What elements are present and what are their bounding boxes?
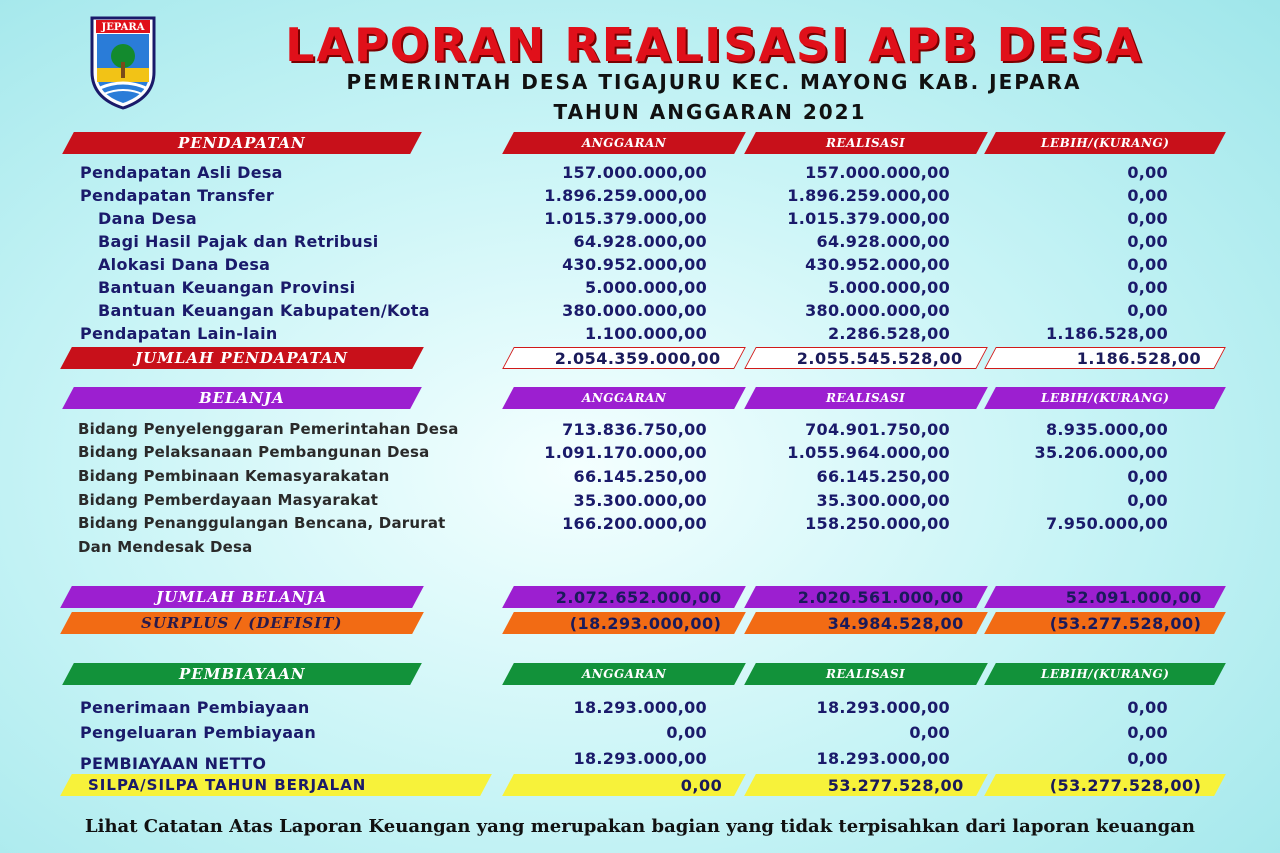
pendapatan-row-label: Alokasi Dana Desa xyxy=(98,255,271,274)
report-title: LAPORAN REALISASI APB DESA xyxy=(285,18,1143,72)
pembiayaan-netto-realisasi: 18.293.000,00 xyxy=(816,749,950,768)
pendapatan-row-anggaran: 1.100.000,00 xyxy=(584,324,707,343)
col-lebih-header: LEBIH/(KURANG) xyxy=(984,387,1226,409)
pendapatan-row-realisasi: 64.928.000,00 xyxy=(816,232,950,251)
belanja-row-realisasi: 35.300.000,00 xyxy=(816,491,950,510)
pendapatan-row-label: Bantuan Keuangan Kabupaten/Kota xyxy=(98,301,430,320)
pendapatan-row-label: Pendapatan Asli Desa xyxy=(80,163,283,182)
belanja-row-label-continued: Dan Mendesak Desa xyxy=(78,538,253,556)
jumlah-belanja-realisasi: 2.020.561.000,00 xyxy=(744,586,988,608)
jumlah-pendapatan-anggaran: 2.054.359.000,00 xyxy=(502,347,746,369)
pendapatan-row-label: Bantuan Keuangan Provinsi xyxy=(98,278,356,297)
pembiayaan-netto-lebih: 0,00 xyxy=(1127,749,1168,768)
col-anggaran-header: ANGGARAN xyxy=(502,663,746,685)
jumlah-belanja-label: JUMLAH BELANJA xyxy=(60,586,424,608)
footer-note: Lihat Catatan Atas Laporan Keuangan yang merupakan bagian yang tidak terpisahkan dari laporan keuangan xyxy=(84,816,1196,837)
pendapatan-row-realisasi: 380.000.000,00 xyxy=(805,301,950,320)
pendapatan-row-anggaran: 64.928.000,00 xyxy=(573,232,707,251)
pembiayaan-netto-anggaran: 18.293.000,00 xyxy=(573,749,707,768)
silpa-label: SILPA/SILPA TAHUN BERJALAN xyxy=(60,774,492,796)
col-realisasi-header: REALISASI xyxy=(744,132,988,154)
pembiayaan-row-label: Pengeluaran Pembiayaan xyxy=(80,723,317,742)
belanja-row-anggaran: 1.091.170.000,00 xyxy=(544,443,707,462)
pendapatan-row-label: Pendapatan Lain-lain xyxy=(80,324,278,343)
jumlah-pendapatan-label: JUMLAH PENDAPATAN xyxy=(60,347,424,369)
pembiayaan-row-lebih: 0,00 xyxy=(1127,723,1168,742)
belanja-row-anggaran: 66.145.250,00 xyxy=(573,467,707,486)
belanja-row-label: Bidang Pemberdayaan Masyarakat xyxy=(78,491,379,509)
pendapatan-row-lebih: 0,00 xyxy=(1127,186,1168,205)
pembiayaan-row-anggaran: 0,00 xyxy=(666,723,707,742)
belanja-row-lebih: 0,00 xyxy=(1127,491,1168,510)
pendapatan-row-anggaran: 157.000.000,00 xyxy=(562,163,707,182)
surplus-defisit-realisasi: 34.984.528,00 xyxy=(744,612,988,634)
belanja-row-realisasi: 704.901.750,00 xyxy=(805,420,950,439)
surplus-defisit-anggaran: (18.293.000,00) xyxy=(502,612,746,634)
jepara-logo xyxy=(88,14,158,110)
belanja-row-lebih: 7.950.000,00 xyxy=(1045,514,1168,533)
silpa-anggaran: 0,00 xyxy=(502,774,746,796)
report-subtitle: PEMERINTAH DESA TIGAJURU KEC. MAYONG KAB. JEPARA xyxy=(346,70,1082,94)
pendapatan-row-anggaran: 1.015.379.000,00 xyxy=(544,209,707,228)
pendapatan-row-realisasi: 1.896.259.000,00 xyxy=(787,186,950,205)
pendapatan-row-label: Pendapatan Transfer xyxy=(80,186,275,205)
belanja-row-label: Bidang Pembinaan Kemasyarakatan xyxy=(78,467,390,485)
pendapatan-row-realisasi: 5.000.000,00 xyxy=(827,278,950,297)
pendapatan-row-realisasi: 1.015.379.000,00 xyxy=(787,209,950,228)
col-lebih-header: LEBIH/(KURANG) xyxy=(984,132,1226,154)
pendapatan-row-lebih: 0,00 xyxy=(1127,278,1168,297)
belanja-row-anggaran: 166.200.000,00 xyxy=(562,514,707,533)
pendapatan-row-realisasi: 2.286.528,00 xyxy=(827,324,950,343)
logo-text: JEPARA xyxy=(101,22,145,33)
pembiayaan-row-anggaran: 18.293.000,00 xyxy=(573,698,707,717)
jumlah-belanja-anggaran: 2.072.652.000,00 xyxy=(502,586,746,608)
pendapatan-row-anggaran: 430.952.000,00 xyxy=(562,255,707,274)
pendapatan-row-lebih: 0,00 xyxy=(1127,232,1168,251)
surplus-defisit-lebih: (53.277.528,00) xyxy=(984,612,1226,634)
col-realisasi-header: REALISASI xyxy=(744,387,988,409)
report-year: TAHUN ANGGARAN 2021 xyxy=(553,100,867,124)
pembiayaan-heading: PEMBIAYAAN xyxy=(62,663,422,685)
belanja-row-label: Bidang Pelaksanaan Pembangunan Desa xyxy=(78,443,430,461)
pendapatan-row-lebih: 0,00 xyxy=(1127,301,1168,320)
belanja-row-label: Bidang Penanggulangan Bencana, Darurat xyxy=(78,514,446,532)
col-lebih-header: LEBIH/(KURANG) xyxy=(984,663,1226,685)
belanja-row-lebih: 8.935.000,00 xyxy=(1045,420,1168,439)
pendapatan-row-realisasi: 157.000.000,00 xyxy=(805,163,950,182)
col-anggaran-header: ANGGARAN xyxy=(502,387,746,409)
belanja-row-realisasi: 66.145.250,00 xyxy=(816,467,950,486)
pembiayaan-row-realisasi: 18.293.000,00 xyxy=(816,698,950,717)
belanja-row-lebih: 0,00 xyxy=(1127,467,1168,486)
pendapatan-row-anggaran: 5.000.000,00 xyxy=(584,278,707,297)
jumlah-pendapatan-lebih: 1.186.528,00 xyxy=(984,347,1226,369)
pembiayaan-row-lebih: 0,00 xyxy=(1127,698,1168,717)
pendapatan-row-lebih: 0,00 xyxy=(1127,163,1168,182)
pendapatan-row-anggaran: 380.000.000,00 xyxy=(562,301,707,320)
pendapatan-row-lebih: 0,00 xyxy=(1127,255,1168,274)
pendapatan-row-realisasi: 430.952.000,00 xyxy=(805,255,950,274)
jumlah-belanja-lebih: 52.091.000,00 xyxy=(984,586,1226,608)
belanja-row-realisasi: 158.250.000,00 xyxy=(805,514,950,533)
pembiayaan-netto-label: PEMBIAYAAN NETTO xyxy=(80,754,267,773)
belanja-row-realisasi: 1.055.964.000,00 xyxy=(787,443,950,462)
silpa-lebih: (53.277.528,00) xyxy=(984,774,1226,796)
belanja-row-anggaran: 713.836.750,00 xyxy=(562,420,707,439)
silpa-realisasi: 53.277.528,00 xyxy=(744,774,988,796)
belanja-row-label: Bidang Penyelenggaran Pemerintahan Desa xyxy=(78,420,459,438)
pendapatan-heading: PENDAPATAN xyxy=(62,132,422,154)
col-anggaran-header: ANGGARAN xyxy=(502,132,746,154)
pendapatan-row-anggaran: 1.896.259.000,00 xyxy=(544,186,707,205)
pendapatan-row-label: Bagi Hasil Pajak dan Retribusi xyxy=(98,232,379,251)
belanja-heading: BELANJA xyxy=(62,387,422,409)
belanja-row-lebih: 35.206.000,00 xyxy=(1034,443,1168,462)
col-realisasi-header: REALISASI xyxy=(744,663,988,685)
pendapatan-row-label: Dana Desa xyxy=(98,209,197,228)
pembiayaan-row-realisasi: 0,00 xyxy=(909,723,950,742)
pendapatan-row-lebih: 0,00 xyxy=(1127,209,1168,228)
pembiayaan-row-label: Penerimaan Pembiayaan xyxy=(80,698,310,717)
jumlah-pendapatan-realisasi: 2.055.545.528,00 xyxy=(744,347,988,369)
belanja-row-anggaran: 35.300.000,00 xyxy=(573,491,707,510)
surplus-defisit-label: SURPLUS / (DEFISIT) xyxy=(60,612,424,634)
pendapatan-row-lebih: 1.186.528,00 xyxy=(1045,324,1168,343)
